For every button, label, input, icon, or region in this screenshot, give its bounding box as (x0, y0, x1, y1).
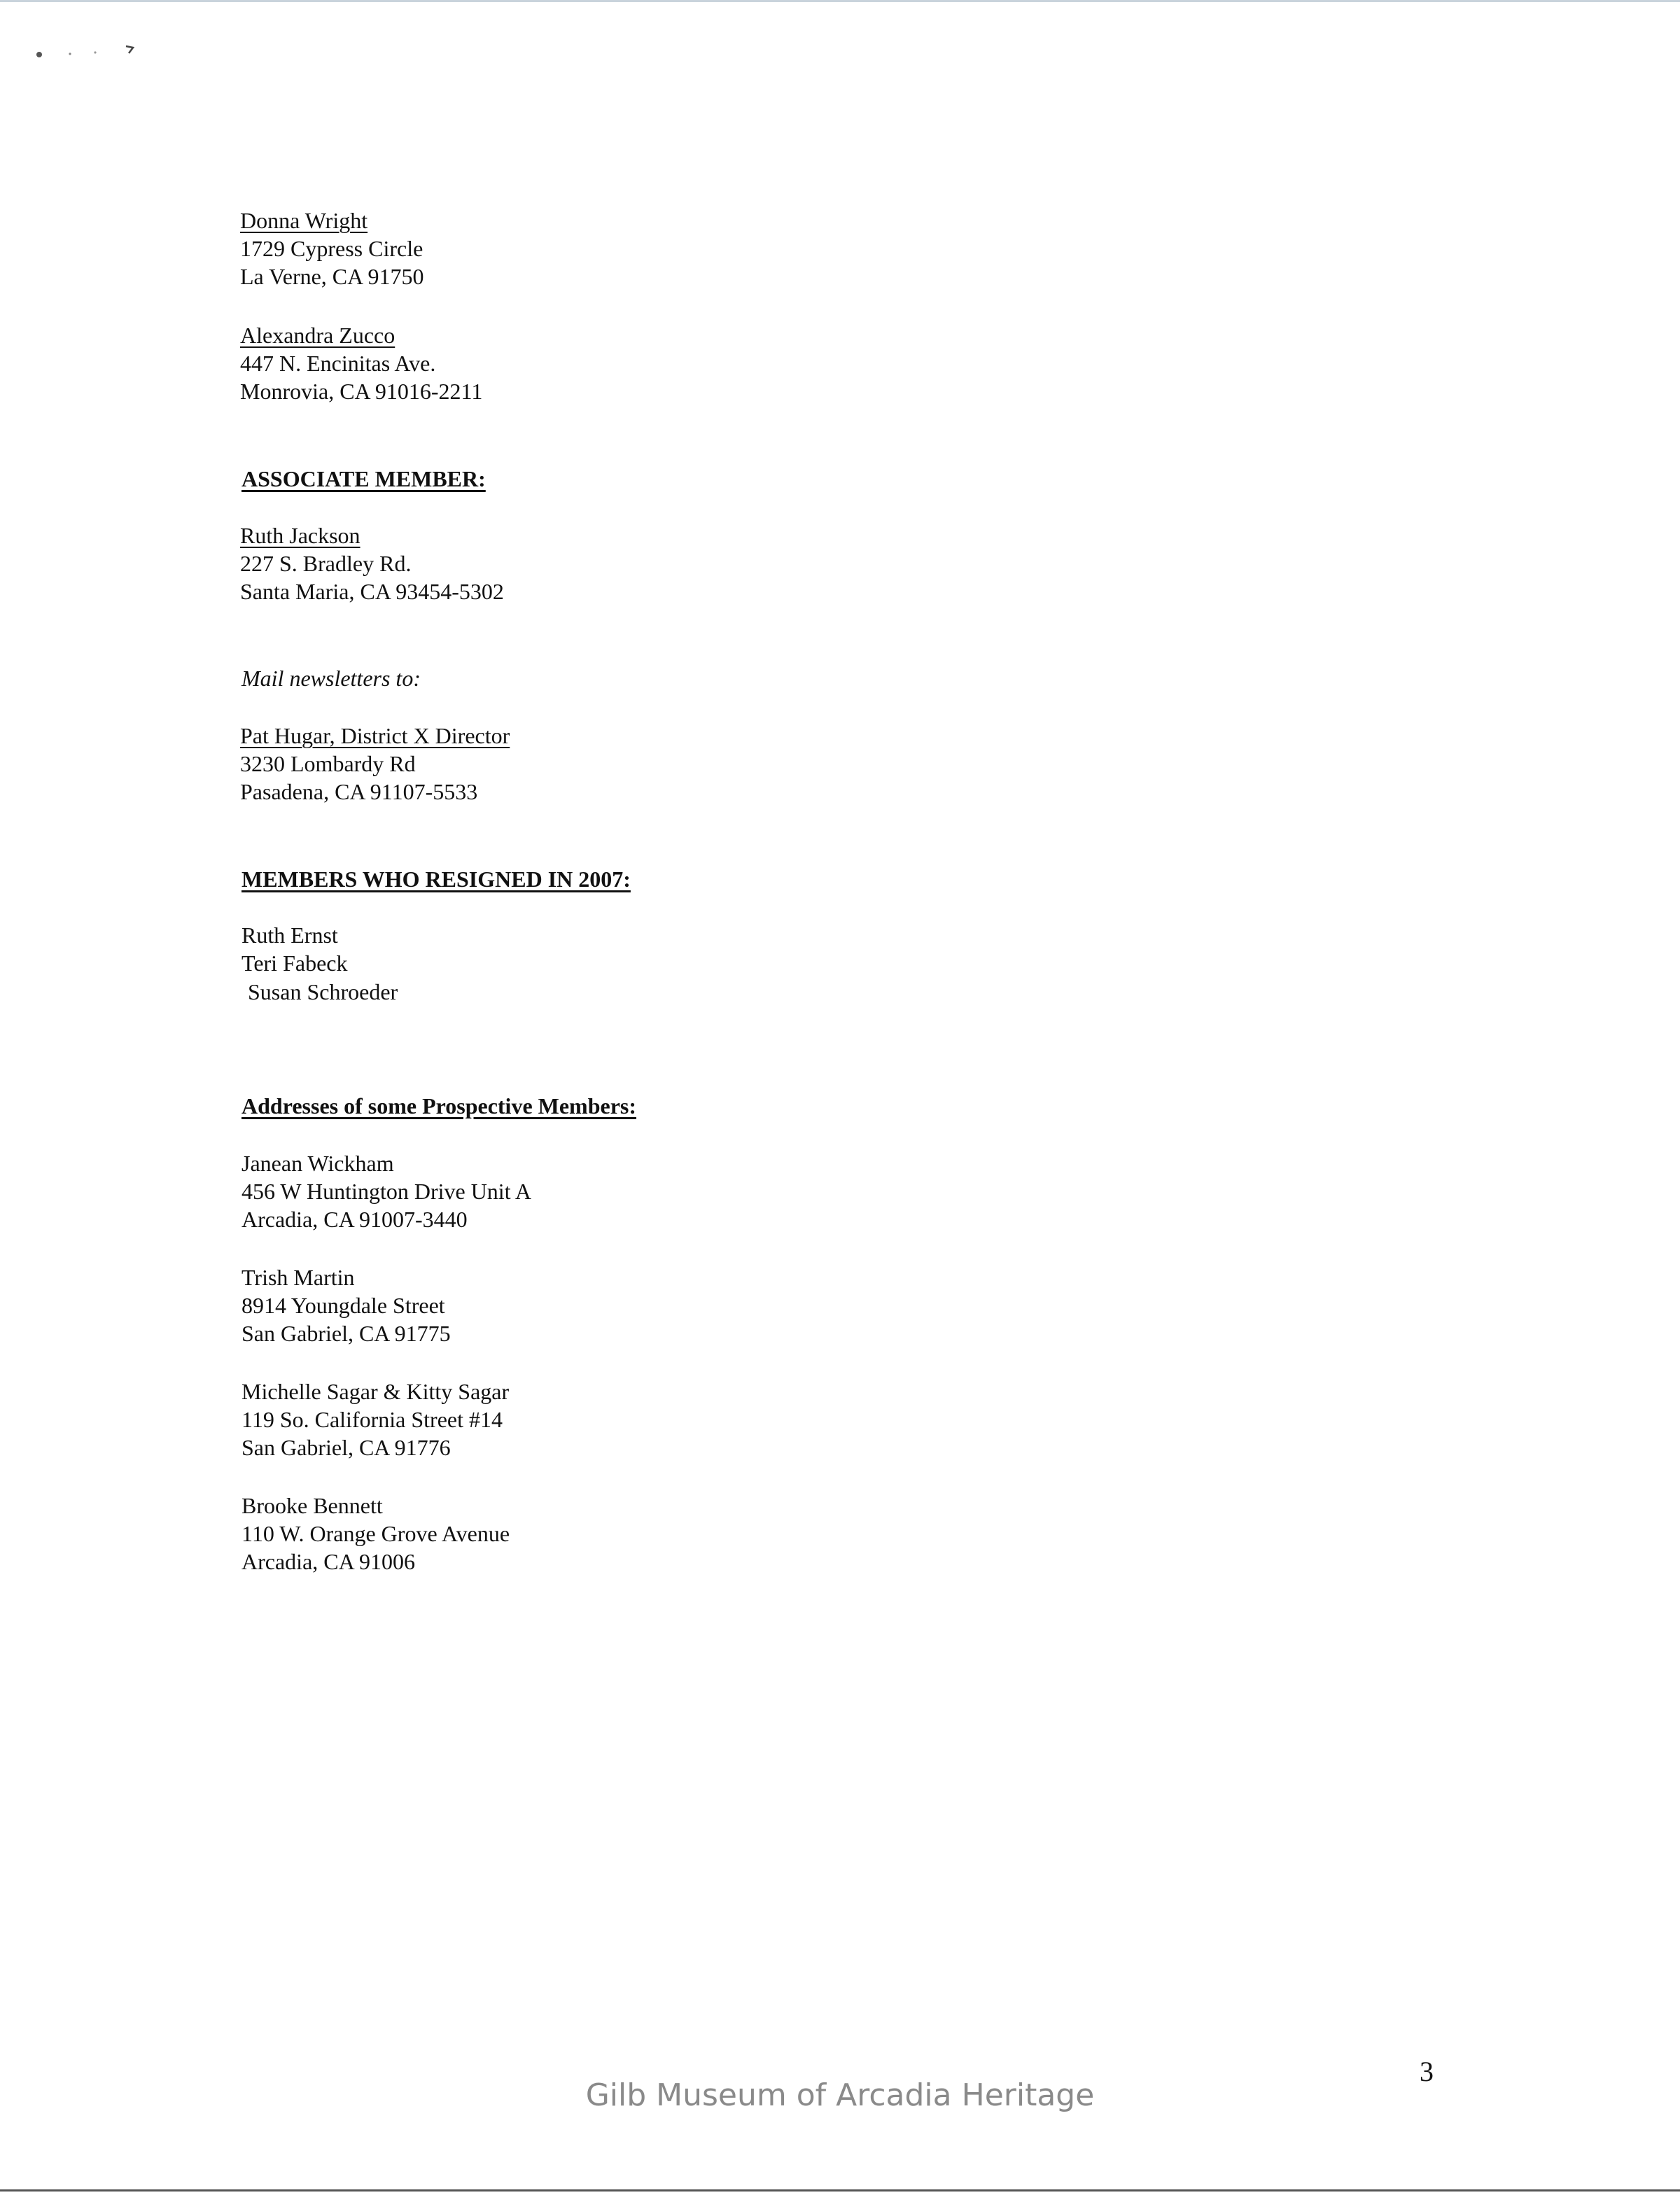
newsletter-name: Pat Hugar, District X Director (240, 723, 510, 748)
prospective-name: Trish Martin (241, 1265, 355, 1290)
newsletter-city: Pasadena, CA 91107-5533 (240, 779, 478, 804)
prospective-city: San Gabriel, CA 91776 (241, 1435, 451, 1460)
resigned-heading: MEMBERS WHO RESIGNED IN 2007: (241, 867, 631, 892)
prospective-city: Arcadia, CA 91007-3440 (241, 1207, 468, 1232)
resigned-name: Susan Schroeder (248, 979, 398, 1004)
member-name: Donna Wright (240, 208, 368, 233)
newsletter-note: Mail newsletters to: (241, 666, 421, 691)
member-city: Monrovia, CA 91016-2211 (240, 379, 483, 404)
member-street: 1729 Cypress Circle (240, 236, 424, 261)
member-name: Alexandra Zucco (240, 323, 396, 348)
prospective-city: San Gabriel, CA 91775 (241, 1321, 451, 1346)
page-number: 3 (1420, 2056, 1434, 2087)
member-street: 447 N. Encinitas Ave. (240, 351, 436, 376)
prospective-name: Janean Wickham (241, 1151, 394, 1176)
prospective-heading: Addresses of some Prospective Members: (241, 1093, 637, 1118)
resigned-name: Teri Fabeck (241, 951, 348, 976)
associate-name: Ruth Jackson (240, 523, 360, 548)
associate-heading: ASSOCIATE MEMBER: (241, 466, 486, 491)
museum-watermark: Gilb Museum of Arcadia Heritage (585, 2077, 1095, 2113)
member-city: La Verne, CA 91750 (240, 264, 424, 289)
prospective-street: 119 So. California Street #14 (241, 1407, 503, 1432)
prospective-street: 110 W. Orange Grove Avenue (241, 1521, 510, 1546)
prospective-name: Michelle Sagar & Kitty Sagar (241, 1379, 510, 1404)
resigned-name: Ruth Ernst (241, 923, 338, 948)
prospective-name: Brooke Bennett (241, 1493, 383, 1518)
associate-city: Santa Maria, CA 93454-5302 (240, 579, 504, 604)
associate-street: 227 S. Bradley Rd. (240, 551, 412, 576)
prospective-city: Arcadia, CA 91006 (241, 1549, 415, 1574)
scan-bottom-edge (0, 2189, 1680, 2192)
newsletter-street: 3230 Lombardy Rd (240, 751, 416, 776)
prospective-street: 8914 Youngdale Street (241, 1293, 445, 1318)
prospective-street: 456 W Huntington Drive Unit A (241, 1179, 531, 1204)
